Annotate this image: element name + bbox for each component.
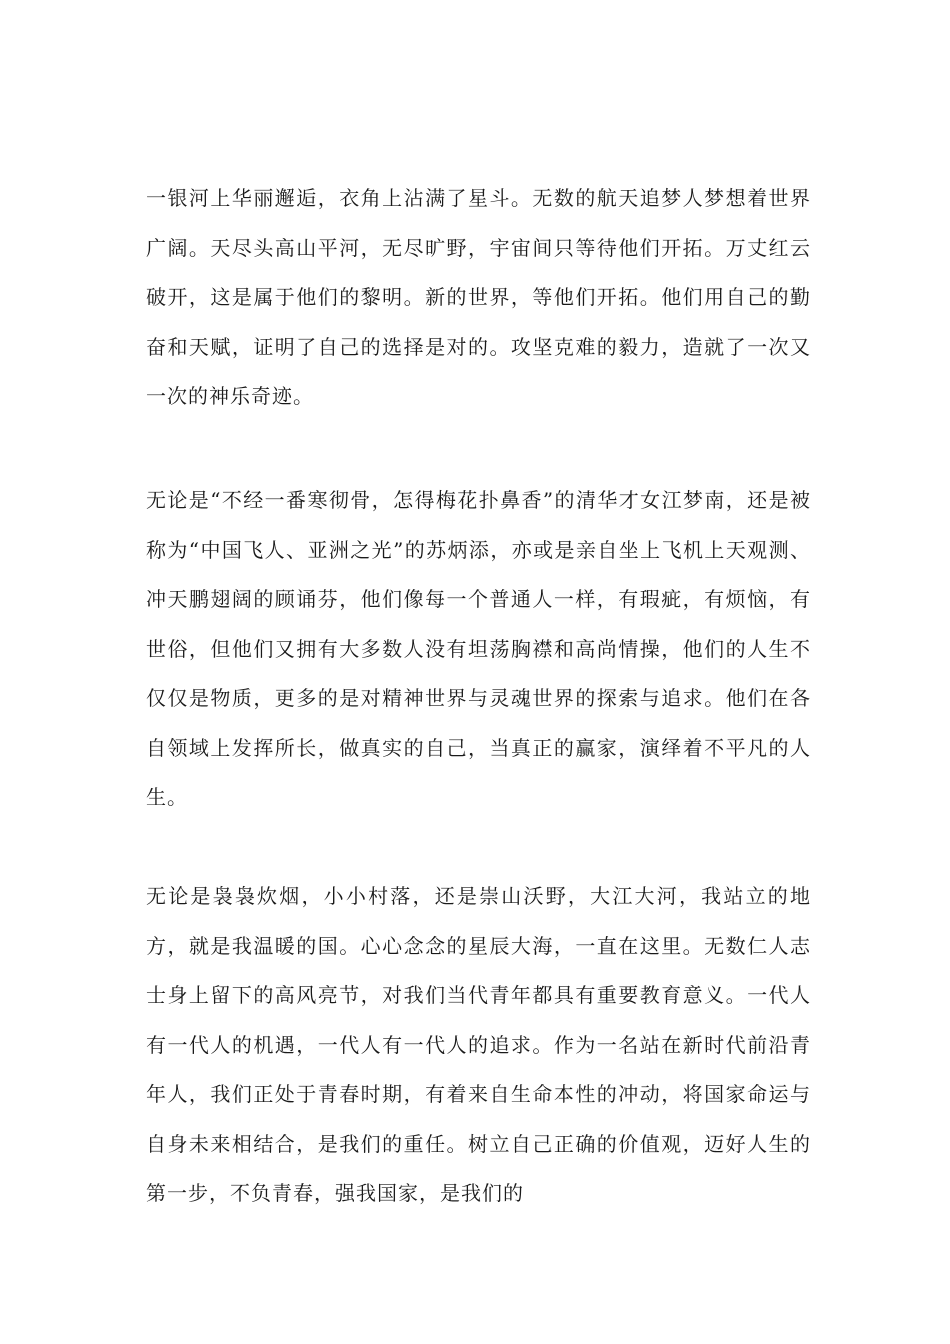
paragraph-youth-responsibility: 无论是袅袅炊烟，小小村落，还是崇山沃野，大江大河，我站立的地方，就是我温暖的国。心心念念的星辰大海，一直在这里。无数仁人志士身上留下的高风亮节，对我们当代青年都具有重要教育意义。一代人有一代人的机遇，一代人有一代人的追求。作为一名站在新时代前沿青年人，我们正处于青春时期，有着来自生命本性的冲动，将国家命运与自身未来相结合，是我们的重任。树立自己正确的价值观，迈好人生的第一步，不负青春，强我国家，是我们的	[146, 884, 811, 1205]
paragraph-role-models: 无论是“不经一番寒彻骨，怎得梅花扑鼻香”的清华才女江梦南，还是被称为“中国飞人、亚洲之光”的苏炳添，亦或是亲自坐上飞机上天观测、冲天鹏翅阔的顾诵芬，他们像每一个普通人一样，有瑕疵，有烦恼，有世俗，但他们又拥有大多数人没有坦荡胸襟和高尚情操，他们的人生不仅仅是物质，更多的是对精神世界与灵魂世界的探索与追求。他们在各自领域上发挥所长，做真实的自己，当真正的赢家，演绎着不平凡的人生。	[146, 488, 811, 809]
paragraph-aerospace-dreamers: 一银河上华丽邂逅，衣角上沾满了星斗。无数的航天追梦人梦想着世界广阔。天尽头高山平河，无尽旷野，宇宙间只等待他们开拓。万丈红云破开，这是属于他们的黎明。新的世界，等他们开拓。他们用自己的勤奋和天赋，证明了自己的选择是对的。攻坚克难的毅力，造就了一次又一次的神乐奇迹。	[146, 186, 811, 408]
